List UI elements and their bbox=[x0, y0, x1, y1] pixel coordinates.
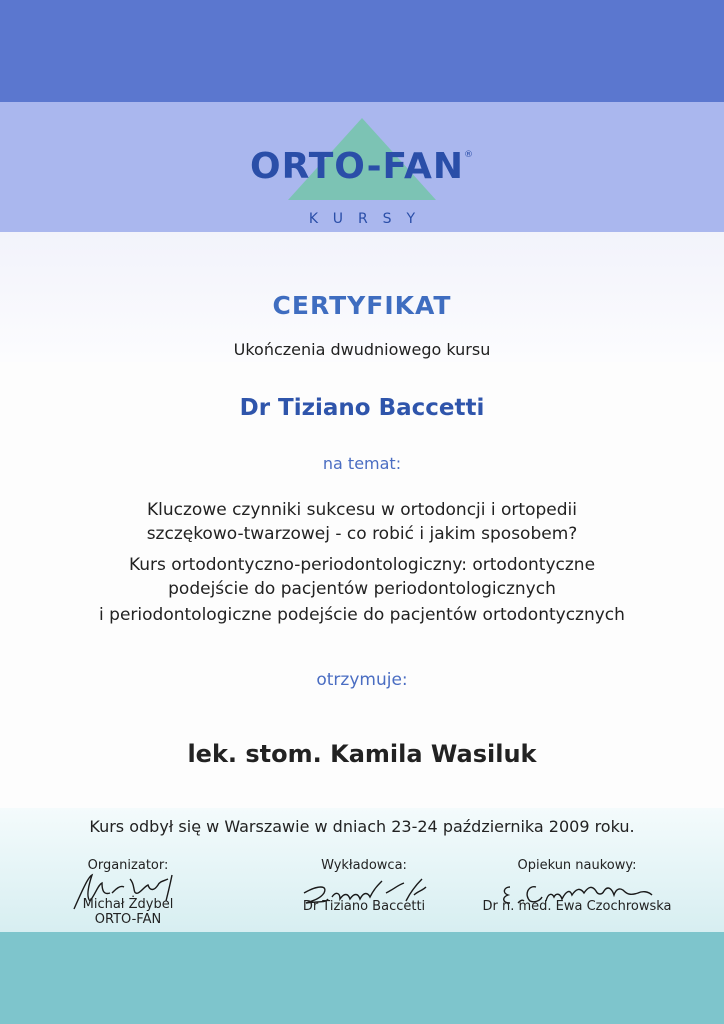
topic-line: podejście do pacjentów periodontologicznych bbox=[168, 579, 556, 599]
organizer-org: ORTO-FAN bbox=[94, 912, 162, 927]
recipient-name: lek. stom. Kamila Wasiluk bbox=[187, 740, 537, 768]
organizer-signature-block bbox=[58, 858, 198, 927]
topic-line: i periodontologiczne podejście do pacjentów ortodontycznych bbox=[99, 605, 625, 625]
bottom-band bbox=[0, 932, 724, 1024]
topic-line: Kurs ortodontyczno-periodontologiczny: ortodontyczne bbox=[128, 555, 596, 575]
logo-name: ORTO-FAN® bbox=[250, 146, 474, 187]
supervisor-name: Dr n. med. Ewa Czochrowska bbox=[482, 899, 672, 914]
organizer-label: Organizator: bbox=[87, 858, 169, 873]
logo-subtitle: KURSY bbox=[308, 211, 431, 227]
organizer-name: Michał Żdybel bbox=[82, 897, 174, 912]
certificate-subtitle: Ukończenia dwudniowego kursu bbox=[233, 340, 491, 359]
course-info: Kurs odbył się w Warszawie w dniach 23-24 października 2009 roku. bbox=[89, 817, 635, 836]
on-topic-label: na temat: bbox=[322, 454, 402, 473]
supervisor-signature-block bbox=[472, 858, 682, 914]
registered-mark: ® bbox=[463, 150, 474, 160]
topic-line: szczękowo-twarzowej - co robić i jakim sposobem? bbox=[146, 524, 578, 544]
lecturer-signature-block bbox=[284, 858, 444, 914]
lecturer-signature-name: Dr Tiziano Baccetti bbox=[302, 899, 426, 914]
header-band-dark bbox=[0, 0, 724, 102]
lecturer-name: Dr Tiziano Baccetti bbox=[239, 395, 485, 421]
lecturer-label: Wykładowca: bbox=[321, 858, 407, 873]
topic-line: Kluczowe czynniki sukcesu w ortodoncji i ortopedii bbox=[147, 500, 577, 520]
receives-label: otrzymuje: bbox=[316, 670, 408, 690]
certificate-title: CERTYFIKAT bbox=[272, 291, 452, 320]
supervisor-label: Opiekun naukowy: bbox=[517, 858, 637, 873]
